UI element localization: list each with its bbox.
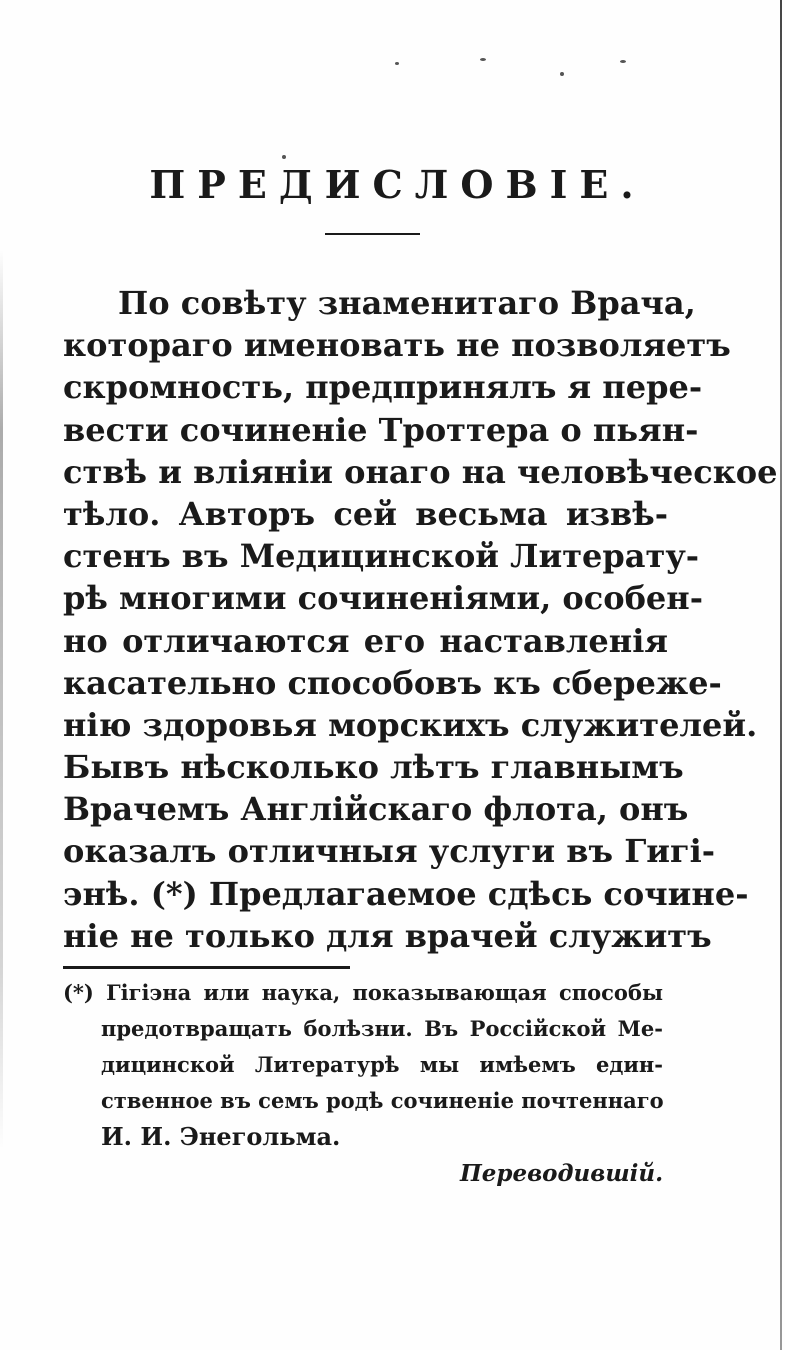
body-line: котораго именовать не позволяетъ (63, 326, 731, 365)
translator-signature: Переводившій. (460, 1160, 664, 1187)
body-line: скромность, предпринялъ я пере- (63, 368, 703, 407)
print-speck (560, 72, 564, 76)
body-line: тѣло. Авторъ сей весьма извѣ- (63, 494, 668, 533)
body-line: но отличаются его наставленія (63, 621, 668, 660)
body-line: касательно способовъ къ сбереже- (63, 663, 722, 702)
print-speck (620, 60, 626, 63)
footnote-line: (*) Гігіэна или наука, показывающая способы (63, 980, 663, 1005)
body-line: ніе не только для врачей служитъ (63, 916, 712, 955)
body-line: вести сочиненіе Троттера о пьян- (63, 410, 699, 449)
body-line: энѣ. (*) Предлагаемое сдѣсь сочине- (63, 874, 749, 913)
body-line: По совѣту знаменитаго Врача, (118, 284, 696, 322)
body-line: нію здоровья морскихъ служителей. (63, 705, 758, 744)
body-line: ствѣ и вліяніи онаго на человѣческое (63, 452, 778, 491)
footnote-line: И. И. Энегольма. (101, 1122, 341, 1151)
print-speck (282, 155, 286, 159)
print-speck (480, 58, 486, 61)
page-title: ПРЕДИСЛОВІЕ. (149, 162, 646, 207)
print-speck (395, 62, 399, 65)
body-text (63, 282, 778, 957)
body-line: Врачемъ Англійскаго флота, онъ (63, 790, 689, 829)
body-line: стенъ въ Медицинской Литерату- (63, 537, 700, 576)
title-underline (325, 233, 420, 235)
body-line: оказалъ отличныя услуги въ Гигі- (63, 832, 716, 871)
footnote-line: ственное въ семъ родѣ сочиненіе почтеннаго (101, 1088, 664, 1113)
footnote-divider (63, 966, 350, 969)
footnote-line: дицинской Литературѣ мы имѣемъ един- (101, 1052, 663, 1077)
body-line: Бывъ нѣсколько лѣтъ главнымъ (63, 748, 684, 787)
footnote-line: предотвращать болѣзни. Въ Россійской Ме- (101, 1016, 663, 1041)
page-edge-left (0, 250, 3, 1150)
body-line: рѣ многими сочиненіями, особен- (63, 579, 703, 618)
footnote (63, 975, 663, 1155)
